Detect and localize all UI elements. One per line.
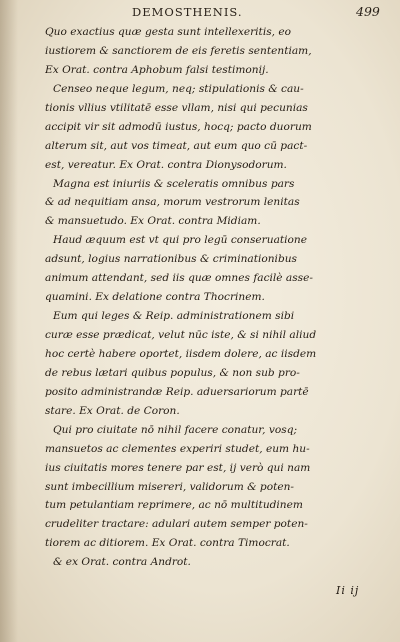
text-line: Haud æquum est vt qui pro legū conseruatione	[53, 234, 308, 247]
text-line: & mansuetudo. Ex Orat. contra Midiam.	[45, 215, 261, 228]
text-line: sunt imbecillium misereri, validorum & poten-	[45, 480, 294, 493]
running-header-title: DEMOSTHENIS.	[132, 5, 243, 19]
text-line: ius ciuitatis mores tenere par est, ij verò qui nam	[45, 461, 311, 474]
text-line: & ex Orat. contra Androt.	[53, 556, 191, 569]
signature-mark: Ii ij	[336, 584, 360, 597]
text-line: hoc certè habere oportet, iisdem dolere, ac iisdem	[45, 347, 317, 360]
text-line: stare. Ex Orat. de Coron.	[45, 404, 180, 417]
text-line: Censeo neque legum, neq; stipulationis & cau-	[53, 82, 304, 95]
text-line: tum petulantiam reprimere, ac nō multitudinem	[45, 499, 303, 512]
text-line: alterum sit, aut vos timeat, aut eum quo cū pact-	[45, 139, 308, 152]
text-line: accipit vir sit admodū iustus, hocq; pacto duorum	[45, 120, 312, 133]
text-line: iustiorem & sanctiorem de eis feretis sententiam,	[45, 44, 312, 57]
text-line: curæ esse prædicat, velut nūc iste, & si nihil aliud	[45, 329, 317, 341]
text-line: Ex Orat. contra Aphobum falsi testimonij.	[45, 63, 269, 76]
text-line: est, vereatur. Ex Orat. contra Dionysodorum.	[45, 158, 287, 171]
text-line: Magna est iniuriis & sceleratis omnibus pars	[53, 177, 295, 190]
text-line: animum attendant, sed iis quæ omnes facilè asse-	[45, 272, 313, 285]
body-text	[45, 23, 380, 572]
text-line: & ad nequitiam ansa, morum vestrorum lenitas	[45, 196, 300, 209]
text-line: Quo exactius quæ gesta sunt intellexeritis, eo	[45, 26, 292, 38]
text-line: crudeliter tractare: adulari autem semper poten-	[45, 518, 308, 531]
text-line: posito administrandæ Reip. aduersariorum partē	[45, 385, 309, 398]
text-line: mansuetos ac clementes experiri studet, eum hu-	[45, 442, 310, 455]
page-edge-shadow	[0, 0, 18, 642]
text-line: adsunt, logius narrationibus & criminationibus	[45, 253, 297, 266]
text-line: tionis vllius vtilitatē esse vllam, nisi qui pecunias	[45, 101, 308, 114]
text-line: tiorem ac ditiorem. Ex Orat. contra Timocrat.	[45, 537, 290, 550]
text-line: Qui pro ciuitate nō nihil facere conatur, vosq;	[53, 423, 298, 436]
text-line: Eum qui leges & Reip. administrationem sibi	[53, 310, 295, 323]
text-line: quamini. Ex delatione contra Thocrinem.	[45, 291, 265, 304]
text-line: de rebus lætari quibus populus, & non sub pro-	[45, 366, 300, 379]
page-number: 499	[356, 4, 380, 19]
